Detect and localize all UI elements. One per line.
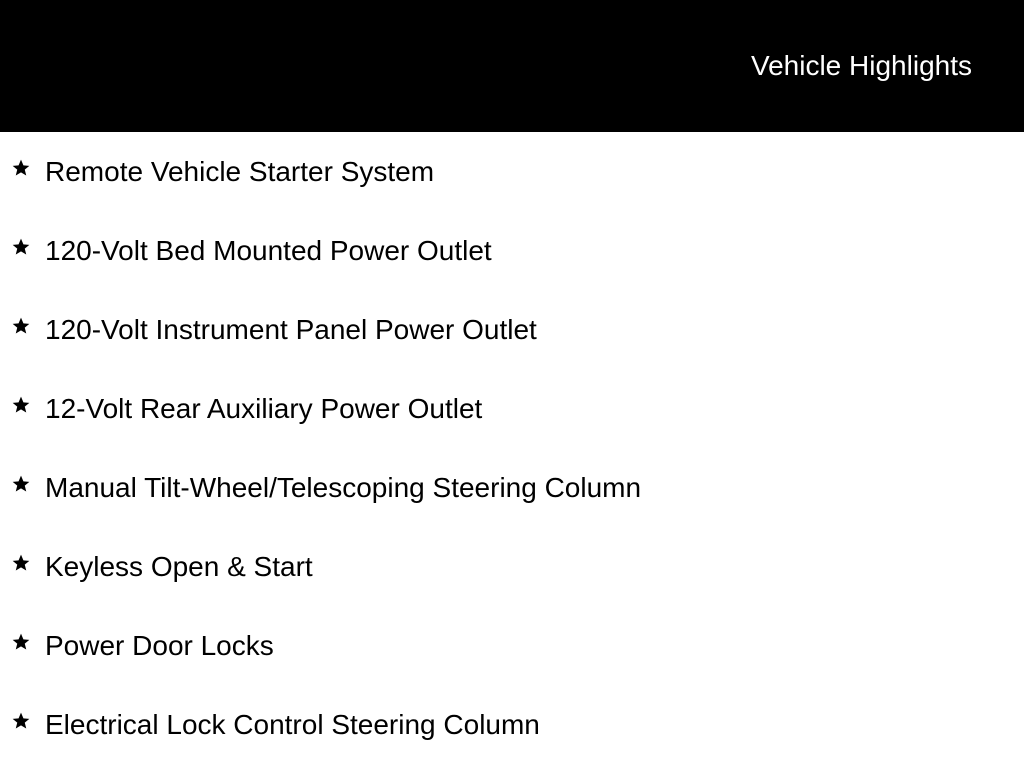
vehicle-highlights-list (0, 132, 1024, 764)
star-icon (11, 237, 31, 257)
list-item-label: 120-Volt Bed Mounted Power Outlet (45, 235, 492, 266)
star-icon (11, 711, 31, 731)
star-icon (11, 553, 31, 573)
star-icon (11, 316, 31, 336)
list-item (0, 685, 1024, 764)
list-item (0, 448, 1024, 527)
list-item (0, 369, 1024, 448)
list-item (0, 290, 1024, 369)
list-item-label: Electrical Lock Control Steering Column (45, 709, 540, 740)
list-item-label: Power Door Locks (45, 630, 274, 661)
list-item (0, 606, 1024, 685)
list-item-label: Keyless Open & Start (45, 551, 313, 582)
list-item-label: 120-Volt Instrument Panel Power Outlet (45, 314, 537, 345)
page-title: Vehicle Highlights (750, 50, 972, 81)
header-bar (0, 0, 1024, 132)
list-item (0, 527, 1024, 606)
star-icon (11, 632, 31, 652)
list-item (0, 211, 1024, 290)
list-item-label: Manual Tilt-Wheel/Telescoping Steering Column (45, 472, 642, 503)
star-icon (11, 395, 31, 415)
list-item (0, 132, 1024, 211)
list-item-label: Remote Vehicle Starter System (45, 156, 435, 187)
star-icon (11, 474, 31, 494)
list-item-label: 12-Volt Rear Auxiliary Power Outlet (45, 393, 483, 424)
star-icon (11, 158, 31, 178)
